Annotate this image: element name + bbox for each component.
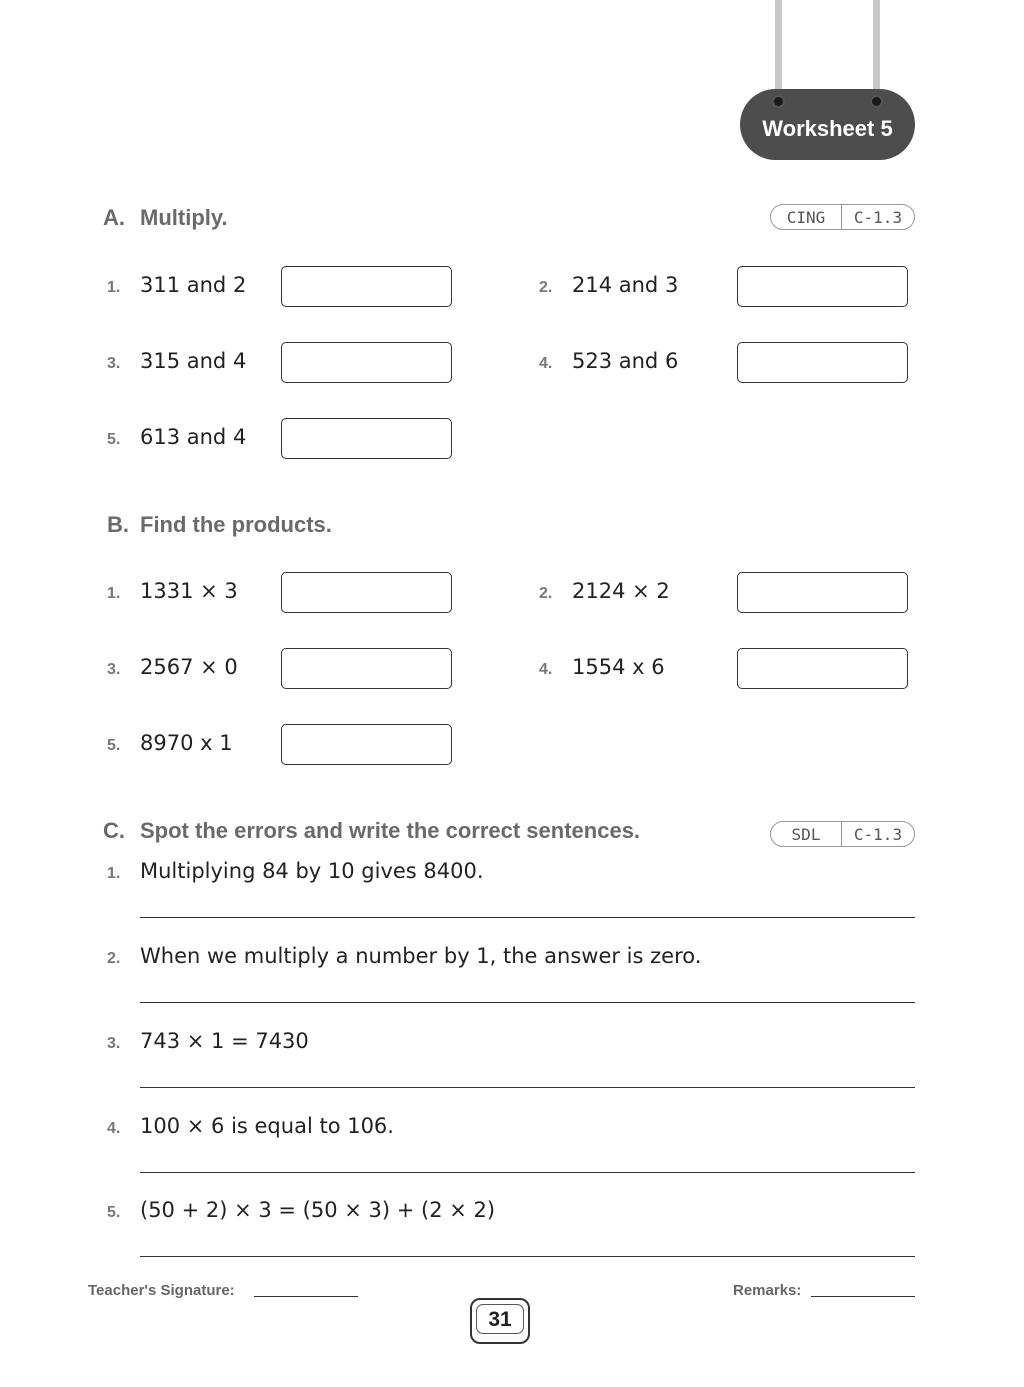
answer-box[interactable] — [281, 266, 452, 307]
answer-line[interactable] — [140, 1002, 915, 1003]
question-number: 4. — [539, 355, 553, 372]
question-text: 100 × 6 is equal to 106. — [140, 1114, 394, 1138]
question-text: 1331 × 3 — [140, 579, 238, 603]
teacher-signature-line[interactable] — [254, 1296, 358, 1297]
section-a-title — [103, 205, 228, 231]
question-text: 8970 x 1 — [140, 731, 233, 755]
question-number: 1. — [107, 279, 121, 296]
question-text: 523 and 6 — [572, 349, 679, 373]
badge-skill: CING — [771, 205, 842, 229]
question-number: 4. — [539, 661, 553, 678]
question-number: 3. — [107, 661, 121, 678]
question-number: 5. — [107, 1204, 121, 1221]
page-number: 31 — [476, 1304, 524, 1334]
question-number: 5. — [107, 737, 121, 754]
tag-string-right — [873, 0, 880, 98]
question-text: Multiplying 84 by 10 gives 8400. — [140, 859, 484, 883]
question-number: 3. — [107, 1035, 121, 1052]
section-c-title — [103, 818, 640, 844]
question-text: 743 × 1 = 7430 — [140, 1029, 309, 1053]
section-c-letter: C. — [103, 818, 125, 843]
question-number: 1. — [107, 865, 121, 882]
answer-box[interactable] — [281, 342, 452, 383]
answer-box[interactable] — [737, 648, 908, 689]
tag-hole-right — [870, 95, 883, 108]
question-text: 315 and 4 — [140, 349, 247, 373]
badge-code: C-1.3 — [853, 824, 903, 844]
answer-box[interactable] — [281, 572, 452, 613]
worksheet-label: Worksheet 5 — [762, 116, 893, 141]
section-b-title — [107, 512, 332, 538]
answer-line[interactable] — [140, 1256, 915, 1257]
answer-box[interactable] — [281, 648, 452, 689]
badge-code: C-1.3 — [853, 207, 903, 227]
page-number-badge — [470, 1298, 530, 1344]
question-text: 2124 × 2 — [572, 579, 670, 603]
tag-hole-left — [772, 95, 785, 108]
answer-line[interactable] — [140, 917, 915, 918]
question-number: 2. — [539, 585, 553, 602]
worksheet-tag — [740, 89, 915, 160]
answer-box[interactable] — [737, 266, 908, 307]
question-text: 613 and 4 — [140, 425, 247, 449]
section-b-letter: B. — [107, 512, 129, 537]
answer-line[interactable] — [140, 1172, 915, 1173]
question-text: When we multiply a number by 1, the answer is zero. — [140, 944, 702, 968]
answer-box[interactable] — [281, 724, 452, 765]
badge-skill: SDL — [771, 822, 842, 846]
question-number: 3. — [107, 355, 121, 372]
question-number: 4. — [107, 1120, 121, 1137]
question-text: 2567 × 0 — [140, 655, 238, 679]
section-b-heading: Find the products. — [140, 512, 332, 537]
answer-line[interactable] — [140, 1087, 915, 1088]
section-a-badge — [770, 204, 915, 230]
question-text: 1554 x 6 — [572, 655, 665, 679]
question-text: 214 and 3 — [572, 273, 679, 297]
question-number: 2. — [107, 950, 121, 967]
question-number: 1. — [107, 585, 121, 602]
section-c-badge — [770, 821, 915, 847]
answer-box[interactable] — [737, 572, 908, 613]
section-a-letter: A. — [103, 205, 125, 230]
question-text: (50 + 2) × 3 = (50 × 3) + (2 × 2) — [140, 1198, 496, 1222]
question-number: 2. — [539, 279, 553, 296]
section-a-heading: Multiply. — [140, 205, 228, 230]
question-text: 311 and 2 — [140, 273, 247, 297]
remarks-line[interactable] — [811, 1296, 915, 1297]
answer-box[interactable] — [737, 342, 908, 383]
tag-string-left — [775, 0, 782, 98]
answer-box[interactable] — [281, 418, 452, 459]
teacher-signature-label: Teacher's Signature: — [88, 1282, 235, 1299]
remarks-label: Remarks: — [733, 1282, 802, 1299]
section-c-heading: Spot the errors and write the correct sentences. — [140, 818, 641, 843]
question-number: 5. — [107, 431, 121, 448]
